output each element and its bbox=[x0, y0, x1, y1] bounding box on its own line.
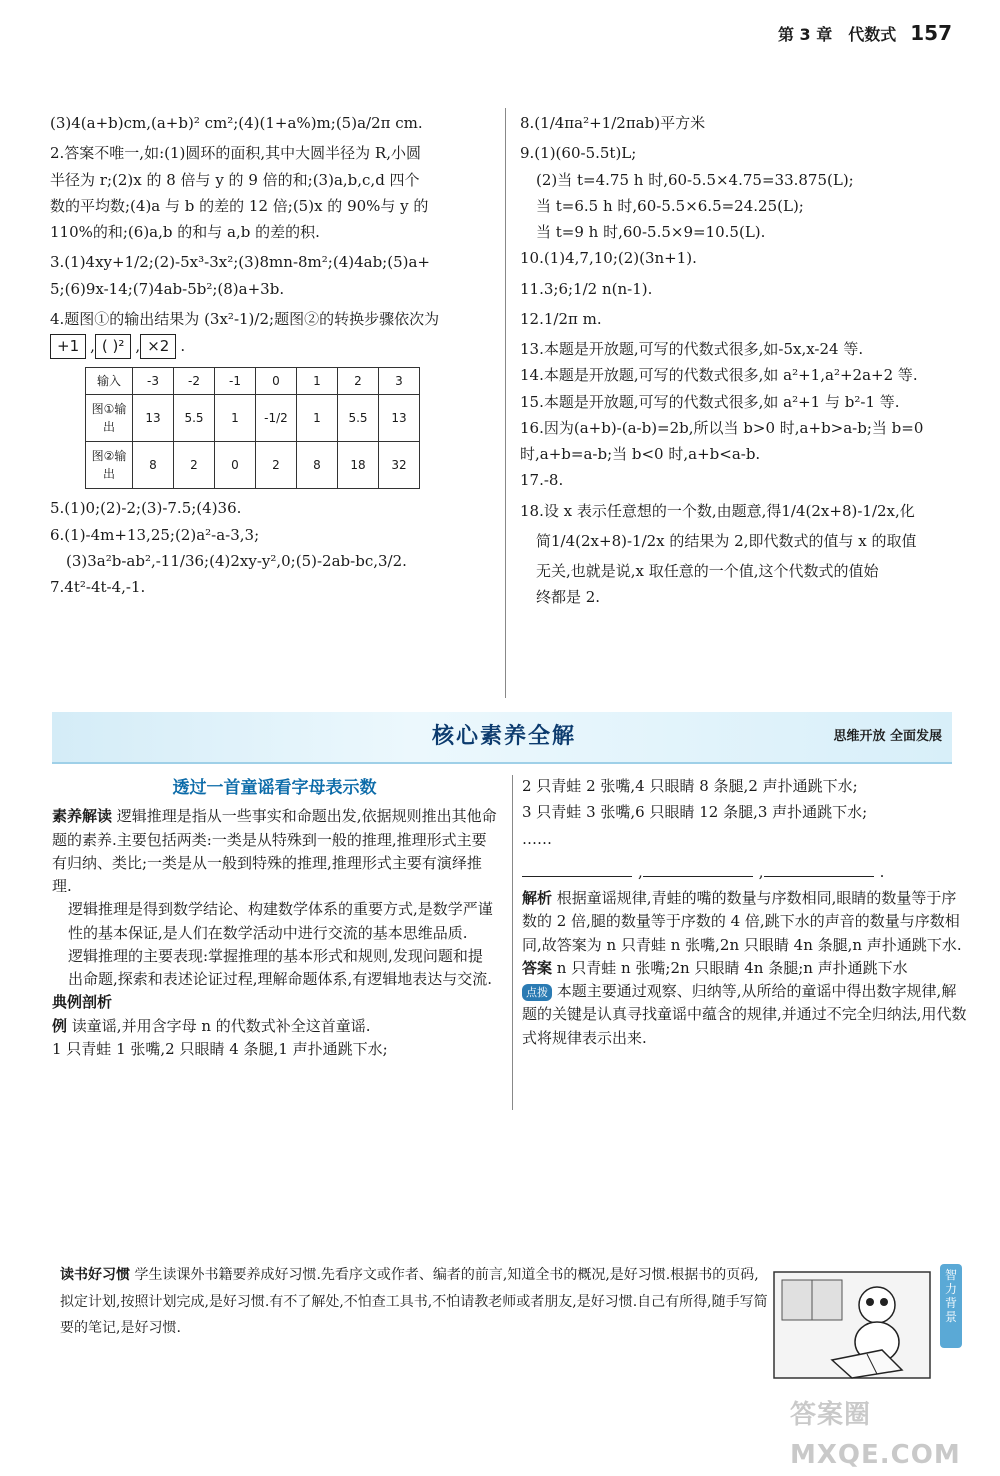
answer-line: 无关,也就是说,x 取任意的一个值,这个代数式的值始 bbox=[536, 562, 879, 580]
comment-badge: 点拨 bbox=[522, 984, 552, 1001]
analysis-text: 根据童谣规律,青蛙的嘴的数量与序数相同,眼睛的数量等于序数的 2 倍,腿的数量等于序数的 4 倍,跳下水的声音的数量与序数相同,故答案为 n 只青蛙 n 张嘴,2n 只眼睛 4n 条腿,n 声扑通跳下水. bbox=[522, 889, 962, 954]
section-banner bbox=[52, 712, 952, 764]
table-row bbox=[86, 395, 420, 442]
page-header bbox=[778, 18, 952, 49]
section-subtitle: 透过一首童谣看字母表示数 bbox=[172, 778, 377, 798]
analysis-paragraph bbox=[522, 887, 967, 957]
column-divider bbox=[505, 108, 506, 698]
answer-line: (2)当 t=4.75 h 时,60-5.5×4.75=33.875(L); bbox=[536, 170, 854, 189]
blank-line bbox=[764, 876, 874, 877]
literacy-left-column bbox=[52, 775, 497, 1064]
step-box: ×2 bbox=[140, 334, 176, 359]
table-cell: 2 bbox=[174, 442, 215, 489]
answer-line: 6.(1)-4m+13,25;(2)a²-a-3,3; bbox=[50, 525, 260, 544]
answer-line: 12.1/2π m. bbox=[520, 309, 602, 328]
smart-background-tag: 智力背景 bbox=[940, 1264, 962, 1348]
answer-paragraph bbox=[522, 957, 967, 980]
answer-label: 答案 bbox=[522, 958, 553, 977]
answer-line: 当 t=9 h 时,60-5.5×9=10.5(L). bbox=[536, 223, 766, 241]
comment-paragraph bbox=[522, 980, 967, 1050]
table-cell: 18 bbox=[338, 442, 379, 489]
answer-line: 4.题图①的输出结果为 (3x²-1)/2;题图②的转换步骤依次为 bbox=[50, 309, 440, 328]
answer-line: 13.本题是开放题,可写的代数式很多,如-5x,x-24 等. bbox=[520, 340, 864, 358]
table-cell: 3 bbox=[379, 368, 420, 395]
answer-line: (3)3a²b-ab²,-11/36;(4)2xy-y²,0;(5)-2ab-bc,3/2. bbox=[66, 551, 407, 570]
answer-line: 当 t=6.5 h 时,60-5.5×6.5=24.25(L); bbox=[536, 196, 804, 215]
answer-line: 简1/4(2x+8)-1/2x 的结果为 2,即代数式的值与 x 的取值 bbox=[536, 531, 917, 550]
answer-line: 18.设 x 表示任意想的一个数,由题意,得1/4(2x+8)-1/2x,化 bbox=[520, 501, 915, 520]
reading-habit-box bbox=[60, 1262, 770, 1342]
answer-line: (3)4(a+b)cm,(a+b)² cm²;(4)(1+a%)m;(5)a/2π cm. bbox=[50, 114, 423, 132]
table-cell: 1 bbox=[215, 395, 256, 442]
table-header-cell: 输入 bbox=[86, 368, 133, 395]
answer-line: 11.3;6;1/2 n(n-1). bbox=[520, 279, 653, 298]
answer-line: 17.-8. bbox=[520, 471, 564, 490]
banner-slogan: 思维开放 全面发展 bbox=[833, 729, 942, 744]
answer-line: 时,a+b=a-b;当 b<0 时,a+b<a-b. bbox=[520, 445, 761, 463]
reading-child-illustration bbox=[772, 1270, 932, 1380]
table-cell: 1 bbox=[297, 368, 338, 395]
table-cell: 32 bbox=[379, 442, 420, 489]
answer-line: 8.(1/4πa²+1/2πab)平方米 bbox=[520, 114, 706, 132]
answer-text: n 只青蛙 n 张嘴;2n 只眼睛 4n 条腿;n 声扑通跳下水 bbox=[556, 958, 908, 977]
answer-line: 数的平均数;(4)a 与 b 的差的 12 倍;(5)x 的 90%与 y 的 bbox=[50, 196, 429, 215]
answer-line: 半径为 r;(2)x 的 8 倍与 y 的 9 倍的和;(3)a,b,c,d 四个 bbox=[50, 170, 420, 189]
footer-label: 读书好习惯 bbox=[60, 1267, 130, 1283]
paragraph: 逻辑推理是得到数学结论、构建数学体系的重要方式,是数学严谨性的基本保证,是人们在数学活动中进行交流的基本思维品质. bbox=[68, 900, 493, 942]
answers-left-column bbox=[50, 112, 490, 602]
answer-line: 5;(6)9x-14;(7)4ab-5b²;(8)a+3b. bbox=[50, 279, 285, 298]
example-text: 读童谣,并用含字母 n 的代数式补全这首童谣. bbox=[71, 1016, 371, 1035]
page-number: 157 bbox=[910, 21, 952, 45]
answer-line: 3.(1)4xy+1/2;(2)-5x³-3x²;(3)8mn-8m²;(4)4ab;(5)a+ bbox=[50, 253, 430, 272]
example-heading: 典例剖析 bbox=[52, 993, 113, 1012]
comment-text: 本题主要通过观察、归纳等,从所给的童谣中得出数字规律,解题的关键是认真寻找童谣中蕴含的规律,并通过不完全归纳法,用代数式将规律表示出来. bbox=[522, 982, 967, 1047]
answer-line: 16.因为(a+b)-(a-b)=2b,所以当 b>0 时,a+b>a-b;当 b=0 bbox=[520, 418, 924, 437]
example-prompt bbox=[52, 1015, 497, 1038]
answer-line: 9.(1)(60-5.5t)L; bbox=[520, 144, 637, 163]
table-cell: 5.5 bbox=[338, 395, 379, 442]
blank-line bbox=[643, 876, 753, 877]
table-cell: 2 bbox=[338, 368, 379, 395]
chapter-title: 第 3 章 代数式 bbox=[777, 25, 897, 44]
table-cell: -1 bbox=[215, 368, 256, 395]
blank-line bbox=[522, 876, 632, 877]
table-cell: 8 bbox=[133, 442, 174, 489]
literacy-right-column bbox=[522, 775, 967, 1050]
watermark: 答案圈 MXQE.COM bbox=[790, 1400, 961, 1471]
table-header-cell: 图①输出 bbox=[86, 395, 133, 442]
table-cell: -3 bbox=[133, 368, 174, 395]
banner-title: 核心素养全解 bbox=[432, 724, 577, 749]
answer-line: 14.本题是开放题,可写的代数式很多,如 a²+1,a²+2a+2 等. bbox=[520, 366, 918, 385]
table-cell: 0 bbox=[256, 368, 297, 395]
literacy-text: 逻辑推理是指从一些事实和命题出发,依据规则推出其他命题的素养.主要包括两类:一类是从特殊到一般的推理,推理形式主要有归纳、类比;一类是从一般到特殊的推理,推理形式主要有演绎推理. bbox=[52, 807, 497, 896]
table-cell: 13 bbox=[379, 395, 420, 442]
table-cell: -1/2 bbox=[256, 395, 297, 442]
answer-line: 110%的和;(6)a,b 的和与 a,b 的差的积. bbox=[50, 223, 320, 241]
paragraph: 逻辑推理的主要表现:掌握推理的基本形式和规则,发现问题和提出命题,探索和表述论证过程,理解命题体系,有逻辑地表达与交流. bbox=[68, 946, 493, 989]
column-divider bbox=[512, 775, 513, 1110]
rhyme-line: 2 只青蛙 2 张嘴,4 只眼睛 8 条腿,2 声扑通跳下水; bbox=[522, 777, 858, 795]
answer-line: 15.本题是开放题,可写的代数式很多,如 a²+1 与 b²-1 等. bbox=[520, 392, 900, 411]
answer-line: 2.答案不唯一,如:(1)圆环的面积,其中大圆半径为 R,小圆 bbox=[50, 144, 421, 163]
step-box: +1 bbox=[50, 334, 86, 359]
rhyme-line: 1 只青蛙 1 张嘴,2 只眼睛 4 条腿,1 声扑通跳下水; bbox=[52, 1039, 388, 1058]
table-row bbox=[86, 442, 420, 489]
rhyme-line: 3 只青蛙 3 张嘴,6 只眼睛 12 条腿,3 声扑通跳下水; bbox=[522, 803, 868, 822]
literacy-paragraph bbox=[52, 805, 497, 898]
table-cell: 1 bbox=[297, 395, 338, 442]
table-cell: 0 bbox=[215, 442, 256, 489]
table-cell: -2 bbox=[174, 368, 215, 395]
answers-right-column bbox=[520, 112, 965, 613]
example-label: 例 bbox=[52, 1016, 68, 1035]
answer-blanks: , , . bbox=[522, 861, 967, 884]
table-cell: 2 bbox=[256, 442, 297, 489]
answer-line: 5.(1)0;(2)-2;(3)-7.5;(4)36. bbox=[50, 499, 242, 518]
answer-line: 10.(1)4,7,10;(2)(3n+1). bbox=[520, 249, 697, 268]
footer-text: 学生读课外书籍要养成好习惯.先看序文或作者、编者的前言,知道全书的概况,是好习惯.根据书的页码,拟定计划,按照计划完成,是好习惯.有不了解处,不怕查工具书,不怕请教老师或者朋友,是好习惯.自己有所得,随手写简要的笔记,是好习惯. bbox=[60, 1267, 768, 1337]
input-output-table bbox=[85, 367, 420, 489]
step-box: ( )² bbox=[95, 334, 132, 359]
table-cell: 5.5 bbox=[174, 395, 215, 442]
rhyme-ellipsis: …… bbox=[522, 829, 552, 848]
table-header-cell: 图②输出 bbox=[86, 442, 133, 489]
conversion-steps: +1 , ( )² , ×2 . bbox=[50, 334, 490, 359]
table-cell: 8 bbox=[297, 442, 338, 489]
analysis-label: 解析 bbox=[522, 889, 553, 907]
answer-line: 终都是 2. bbox=[536, 588, 601, 607]
literacy-label: 素养解读 bbox=[52, 807, 113, 826]
table-row bbox=[86, 368, 420, 395]
answer-line: 7.4t²-4t-4,-1. bbox=[50, 578, 146, 596]
table-cell: 13 bbox=[133, 395, 174, 442]
